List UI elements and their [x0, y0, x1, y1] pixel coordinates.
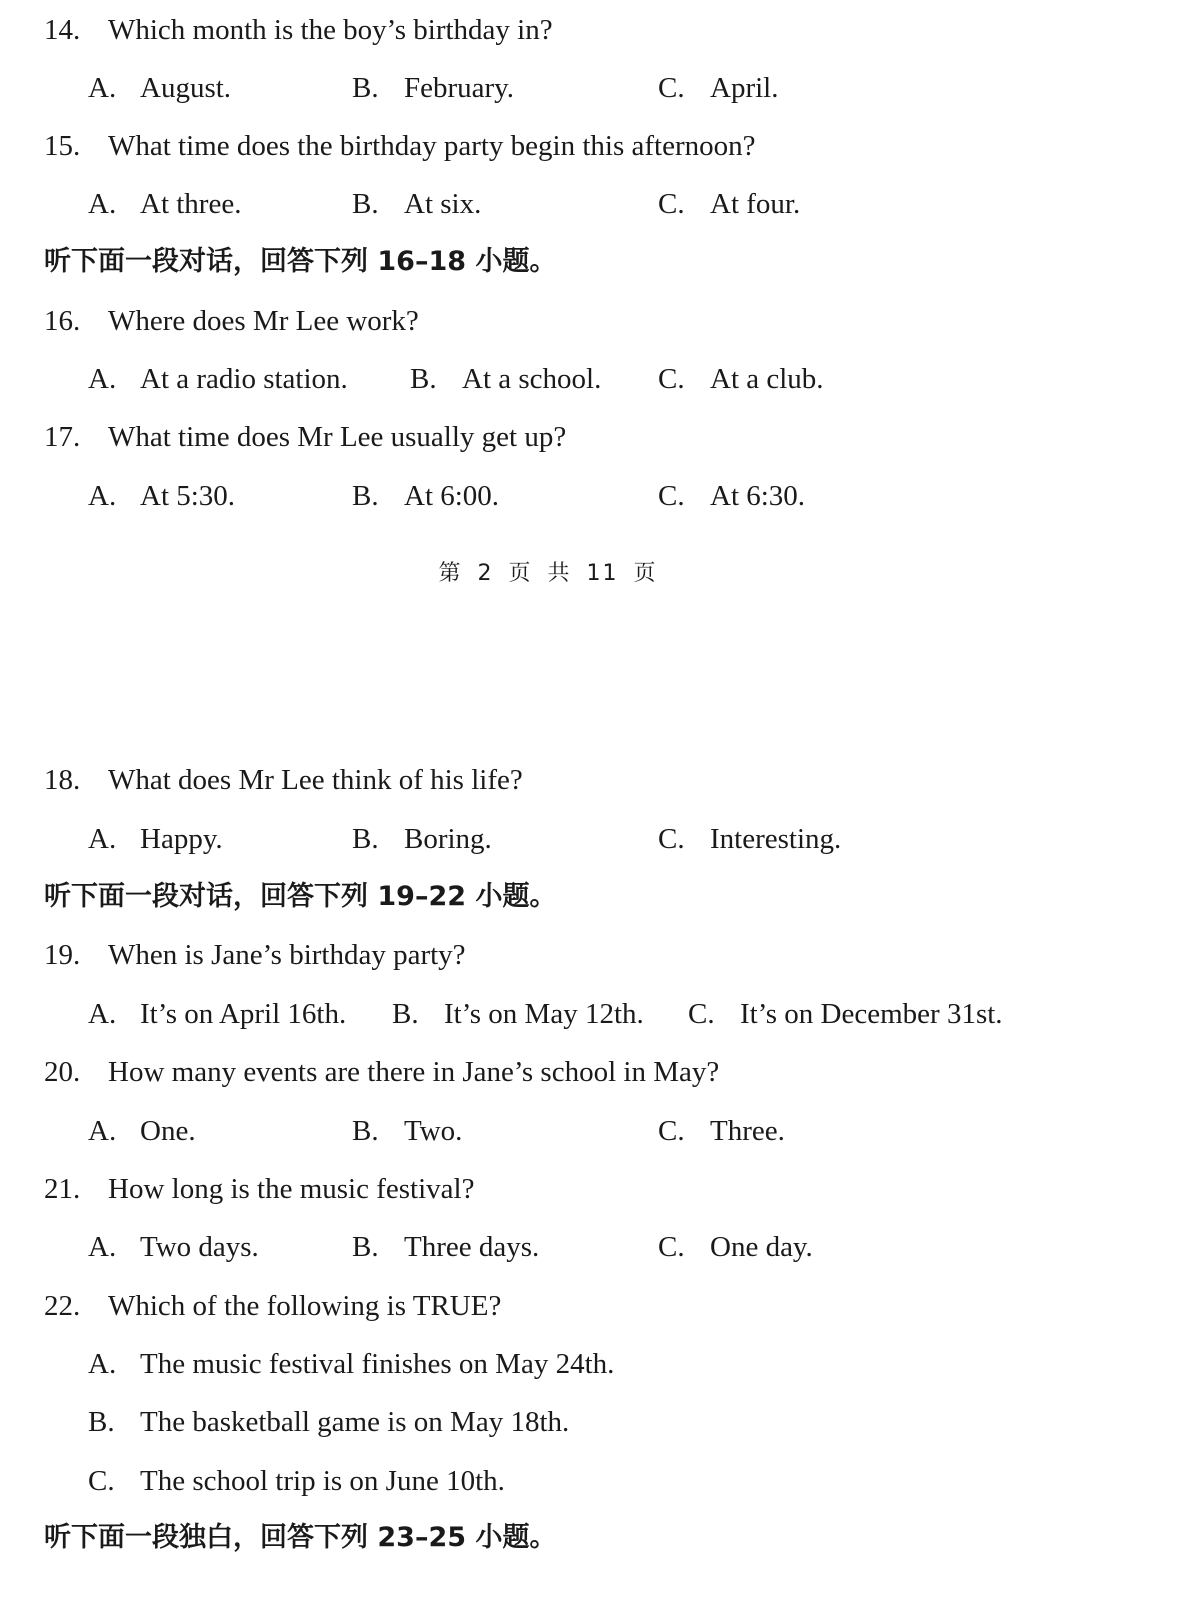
- option-letter: B.: [352, 480, 379, 512]
- option-letter: C.: [658, 1115, 685, 1147]
- option-text: One.: [140, 1115, 196, 1147]
- options-22-a: [0, 1344, 1182, 1384]
- instruction-text: 听下面一段对话，回答下列 19–22 小题。: [44, 881, 557, 912]
- option-letter: C.: [658, 1231, 685, 1263]
- question-16: [0, 301, 1182, 341]
- option-c[interactable]: [658, 476, 805, 516]
- option-text: At a school.: [462, 363, 602, 395]
- question-text: How many events are there in Jane’s school in May?: [108, 1056, 720, 1088]
- option-text: At a club.: [710, 363, 824, 395]
- option-letter: C.: [658, 823, 685, 855]
- options-16: [0, 359, 1182, 399]
- option-text: Interesting.: [710, 823, 842, 855]
- option-letter: A.: [88, 188, 117, 220]
- option-text: At 6:30.: [710, 480, 806, 512]
- option-a[interactable]: [88, 1111, 196, 1151]
- question-number: 22.: [44, 1290, 81, 1322]
- option-b[interactable]: [352, 68, 514, 108]
- question-number: 19.: [44, 939, 81, 971]
- option-text: It’s on December 31st.: [740, 998, 1003, 1030]
- option-letter: A.: [88, 72, 117, 104]
- option-letter: B.: [352, 1115, 379, 1147]
- option-b[interactable]: [352, 1227, 539, 1267]
- question-number: 18.: [44, 764, 81, 796]
- question-number: 17.: [44, 421, 81, 453]
- option-a[interactable]: [88, 184, 241, 224]
- options-21: [0, 1227, 1182, 1267]
- option-text: April.: [710, 72, 779, 104]
- section-instruction: [0, 1518, 1182, 1558]
- option-c[interactable]: [88, 1461, 505, 1501]
- option-text: One day.: [710, 1231, 813, 1263]
- option-b[interactable]: [410, 359, 601, 399]
- option-letter: C.: [88, 1465, 115, 1497]
- option-a[interactable]: [88, 1227, 259, 1267]
- option-letter: B.: [410, 363, 437, 395]
- option-text: At three.: [140, 188, 242, 220]
- option-letter: B.: [352, 1231, 379, 1263]
- option-letter: B.: [88, 1406, 115, 1438]
- question-17: [0, 417, 1182, 457]
- question-number: 21.: [44, 1173, 81, 1205]
- option-text: At 6:00.: [404, 480, 500, 512]
- option-letter: B.: [352, 823, 379, 855]
- options-22-b: [0, 1402, 1182, 1442]
- options-22-c: [0, 1461, 1182, 1501]
- option-b[interactable]: [88, 1402, 569, 1442]
- options-17: [0, 476, 1182, 516]
- question-20: [0, 1052, 1182, 1092]
- option-b[interactable]: [352, 1111, 462, 1151]
- option-letter: A.: [88, 1231, 117, 1263]
- option-text: It’s on April 16th.: [140, 998, 347, 1030]
- option-c[interactable]: [658, 184, 800, 224]
- option-letter: B.: [352, 72, 379, 104]
- option-text: At 5:30.: [140, 480, 236, 512]
- question-text: Where does Mr Lee work?: [108, 305, 419, 337]
- option-text: Boring.: [404, 823, 492, 855]
- option-b[interactable]: [352, 476, 499, 516]
- question-number: 14.: [44, 14, 81, 46]
- options-18: [0, 819, 1182, 859]
- question-text: What time does Mr Lee usually get up?: [108, 421, 567, 453]
- section-instruction: [0, 877, 1182, 917]
- option-a[interactable]: [88, 994, 346, 1034]
- option-text: Two.: [404, 1115, 463, 1147]
- question-15: [0, 126, 1182, 166]
- option-c[interactable]: [658, 1227, 813, 1267]
- question-text: How long is the music festival?: [108, 1173, 475, 1205]
- options-14: [0, 68, 1182, 108]
- question-number: 20.: [44, 1056, 81, 1088]
- option-letter: A.: [88, 1348, 117, 1380]
- question-text: What does Mr Lee think of his life?: [108, 764, 523, 796]
- option-letter: A.: [88, 1115, 117, 1147]
- option-letter: C.: [658, 363, 685, 395]
- option-letter: B.: [352, 188, 379, 220]
- option-a[interactable]: [88, 476, 235, 516]
- question-22: [0, 1286, 1182, 1326]
- option-text: At four.: [710, 188, 801, 220]
- option-letter: C.: [658, 72, 685, 104]
- question-19: [0, 935, 1182, 975]
- page-number-text: 第 2 页 共 11 页: [438, 561, 658, 586]
- question-18: [0, 760, 1182, 800]
- option-c[interactable]: [658, 68, 778, 108]
- option-c[interactable]: [658, 1111, 785, 1151]
- option-text: August.: [140, 72, 232, 104]
- instruction-text: 听下面一段对话，回答下列 16–18 小题。: [44, 246, 557, 277]
- option-letter: A.: [88, 480, 117, 512]
- question-14: [0, 10, 1182, 50]
- option-b[interactable]: [352, 819, 492, 859]
- option-letter: A.: [88, 363, 117, 395]
- option-text: Three days.: [404, 1231, 540, 1263]
- option-text: The school trip is on June 10th.: [140, 1465, 505, 1497]
- option-text: Three.: [710, 1115, 785, 1147]
- option-letter: A.: [88, 998, 117, 1030]
- option-letter: B.: [392, 998, 419, 1030]
- option-text: The basketball game is on May 18th.: [140, 1406, 570, 1438]
- option-text: Two days.: [140, 1231, 259, 1263]
- option-b[interactable]: [352, 184, 481, 224]
- option-b[interactable]: [392, 994, 644, 1034]
- option-text: It’s on May 12th.: [444, 998, 644, 1030]
- option-c[interactable]: [658, 359, 824, 399]
- option-text: The music festival finishes on May 24th.: [140, 1348, 615, 1380]
- options-19: [0, 994, 1182, 1034]
- question-text: Which of the following is TRUE?: [108, 1290, 502, 1322]
- option-a[interactable]: [88, 359, 348, 399]
- question-text: When is Jane’s birthday party?: [108, 939, 466, 971]
- option-a[interactable]: [88, 68, 231, 108]
- options-20: [0, 1111, 1182, 1151]
- section-instruction: [0, 242, 1182, 282]
- option-text: February.: [404, 72, 515, 104]
- page-footer: [0, 556, 1182, 587]
- option-letter: A.: [88, 823, 117, 855]
- option-c[interactable]: [658, 819, 841, 859]
- question-text: What time does the birthday party begin this afternoon?: [108, 130, 756, 162]
- options-15: [0, 184, 1182, 224]
- question-21: [0, 1169, 1182, 1209]
- option-c[interactable]: [688, 994, 1003, 1034]
- option-letter: C.: [658, 480, 685, 512]
- question-number: 16.: [44, 305, 81, 337]
- instruction-text: 听下面一段独白，回答下列 23–25 小题。: [44, 1522, 557, 1553]
- option-a[interactable]: [88, 819, 223, 859]
- option-text: Happy.: [140, 823, 223, 855]
- option-letter: C.: [658, 188, 685, 220]
- option-a[interactable]: [88, 1344, 614, 1384]
- question-text: Which month is the boy’s birthday in?: [108, 14, 553, 46]
- option-text: At a radio station.: [140, 363, 348, 395]
- option-letter: C.: [688, 998, 715, 1030]
- option-text: At six.: [404, 188, 482, 220]
- question-number: 15.: [44, 130, 81, 162]
